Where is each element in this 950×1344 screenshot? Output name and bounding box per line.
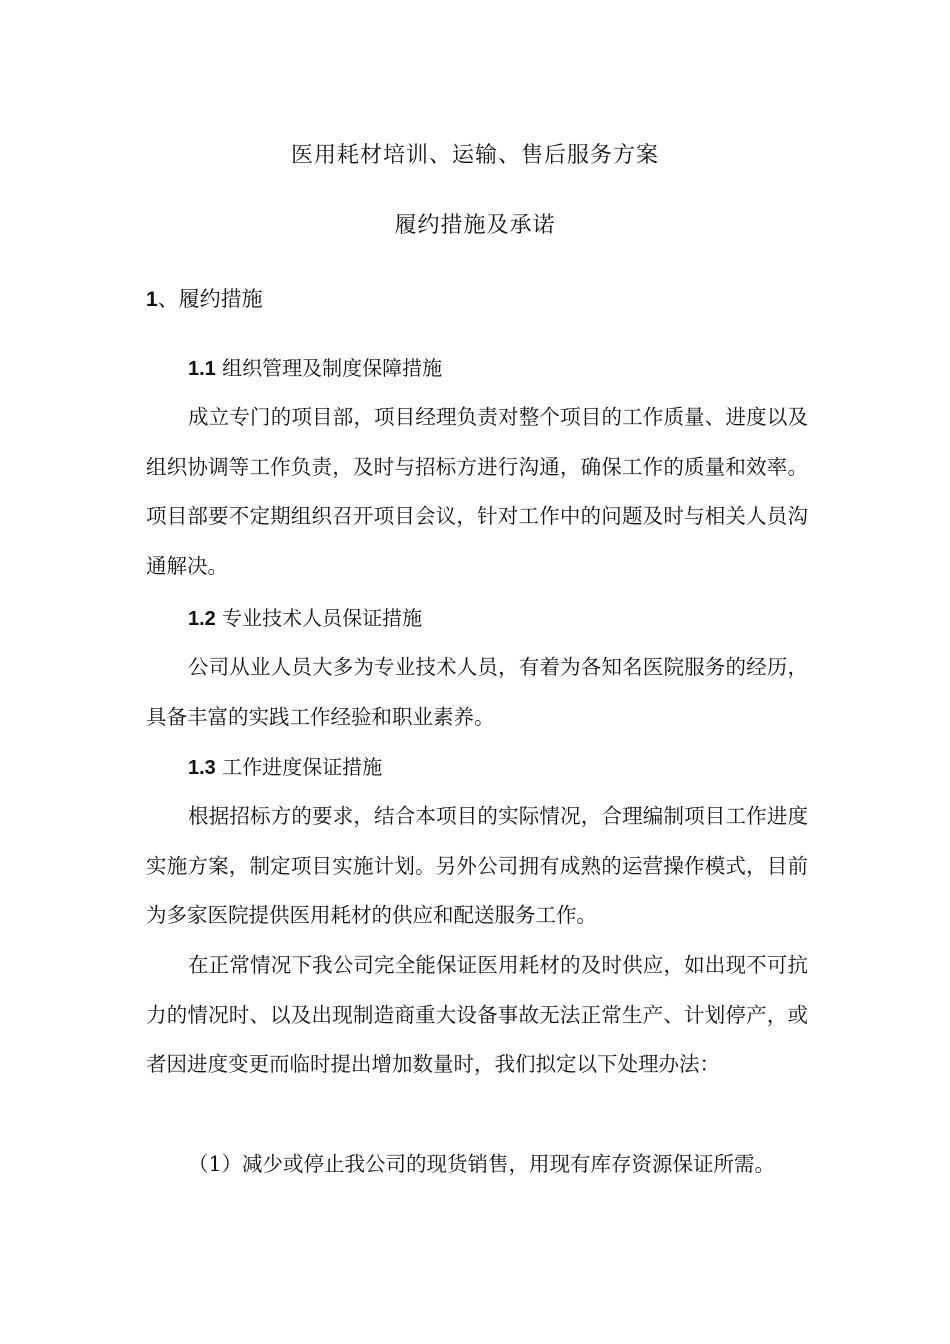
subsection-number: 1.3 xyxy=(188,757,216,779)
subsection-heading-1-1 xyxy=(188,353,442,384)
section-number: 1 xyxy=(146,288,158,311)
document-subtitle: 履约措施及承诺 xyxy=(394,213,556,238)
list-item: （1）减少或停止我公司的现货销售，用现有库存资源保证所需。 xyxy=(188,1152,776,1176)
body-paragraph: 成立专门的项目部，项目经理负责对整个项目的工作质量、进度以及组织协调等工作负责，及时与招标方进行沟通，确保工作的质量和效率。项目部要不定期组织召开项目会议，针对工作中的问题及时与相关人员沟通解决。 xyxy=(146,405,808,578)
body-paragraph: 公司从业人员大多为专业技术人员，有着为各知名医院服务的经历，具备丰富的实践工作经验和职业素养。 xyxy=(146,655,808,729)
subsection-number: 1.1 xyxy=(188,358,216,380)
body-paragraph: 在正常情况下我公司完全能保证医用耗材的及时供应，如出现不可抗力的情况时、以及出现制造商重大设备事故无法正常生产、计划停产，或者因进度变更而临时提出增加数量时，我们拟定以下处理办法： xyxy=(146,953,808,1076)
subsection-label: 工作进度保证措施 xyxy=(215,755,383,779)
subsection-heading-1-3 xyxy=(188,752,382,783)
subsection-number: 1.2 xyxy=(188,608,216,630)
document-title: 医用耗材培训、运输、售后服务方案 xyxy=(290,143,659,168)
subsection-label: 组织管理及制度保障措施 xyxy=(215,356,443,380)
section-heading-1 xyxy=(146,284,263,315)
subsection-label: 专业技术人员保证措施 xyxy=(215,606,423,630)
subsection-heading-1-2 xyxy=(188,603,422,634)
body-paragraph: 根据招标方的要求，结合本项目的实际情况，合理编制项目工作进度实施方案，制定项目实施计划。另外公司拥有成熟的运营操作模式，目前为多家医院提供医用耗材的供应和配送服务工作。 xyxy=(146,804,808,927)
section-label: 、履约措施 xyxy=(157,287,263,311)
